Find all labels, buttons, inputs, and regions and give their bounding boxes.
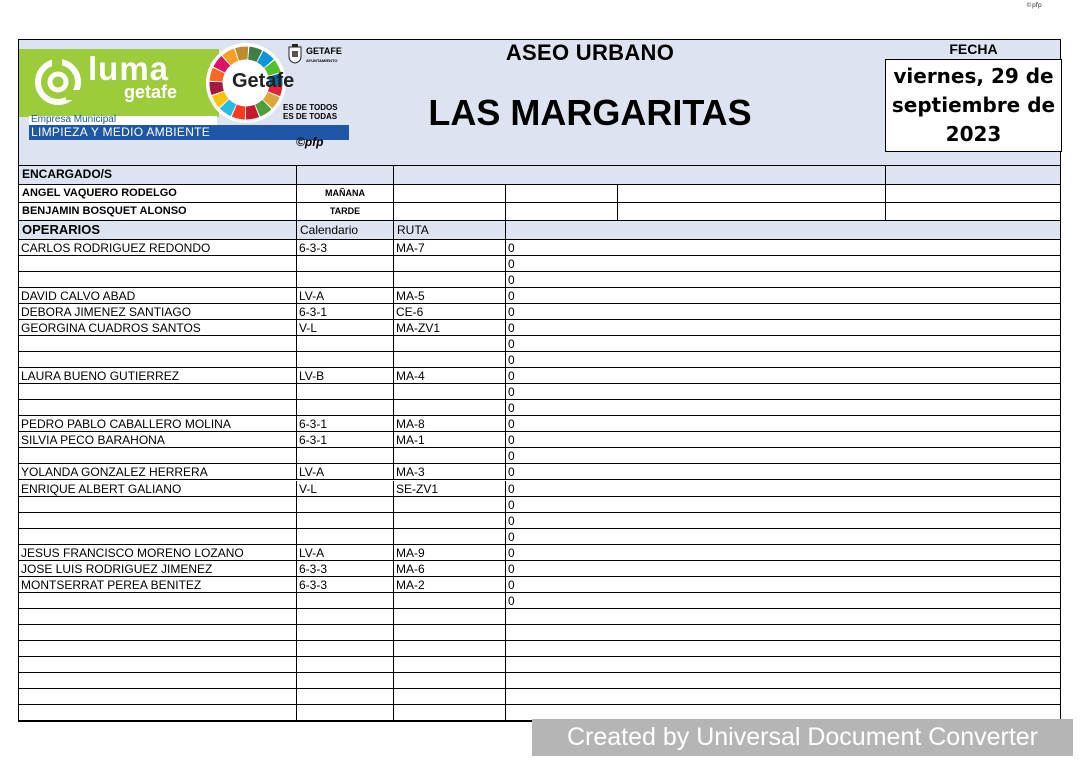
table-row xyxy=(19,641,1060,657)
operator-route: MA-1 xyxy=(394,432,506,448)
supervisor-cell xyxy=(394,185,506,203)
operator-calendar xyxy=(297,705,394,721)
operator-value: 0 xyxy=(506,256,1060,272)
operator-calendar: V-L xyxy=(297,320,394,336)
operator-route xyxy=(394,625,506,641)
operator-value: 0 xyxy=(506,416,1060,432)
operator-value: 0 xyxy=(506,272,1060,288)
operator-value: 0 xyxy=(506,336,1060,352)
operator-route xyxy=(394,352,506,368)
company-area: LIMPIEZA Y MEDIO AMBIENTE xyxy=(31,125,211,139)
table-row xyxy=(19,352,1060,368)
operator-route xyxy=(394,657,506,673)
operator-route: SE-ZV1 xyxy=(394,481,506,497)
table-row xyxy=(19,320,1060,336)
luma-swirl-icon xyxy=(30,56,86,108)
operator-name: YOLANDA GONZALEZ HERRERA xyxy=(19,464,297,480)
operator-route xyxy=(394,609,506,625)
header-empty-cell xyxy=(297,166,394,185)
operator-name xyxy=(19,256,297,272)
operator-value: 0 xyxy=(506,464,1060,480)
table-row xyxy=(19,272,1060,288)
operator-route xyxy=(394,513,506,529)
operator-route: MA-8 xyxy=(394,416,506,432)
operator-calendar: 6-3-1 xyxy=(297,432,394,448)
operator-name: LAURA BUENO GUTIERREZ xyxy=(19,368,297,384)
table-row xyxy=(19,497,1060,513)
operator-route: MA-3 xyxy=(394,464,506,480)
operator-route xyxy=(394,529,506,545)
table-row xyxy=(19,481,1060,497)
operator-calendar: 6-3-1 xyxy=(297,416,394,432)
header-empty-cell xyxy=(886,166,1060,185)
operator-name: CARLOS RODRIGUEZ REDONDO xyxy=(19,240,297,256)
operator-calendar: 6-3-3 xyxy=(297,240,394,256)
table-row xyxy=(19,689,1060,705)
operator-name xyxy=(19,609,297,625)
supervisor-cell xyxy=(886,203,1060,221)
operator-value: 0 xyxy=(506,240,1060,256)
header-empty-cell xyxy=(394,166,886,185)
operator-route: MA-ZV1 xyxy=(394,320,506,336)
supervisor-shift: TARDE xyxy=(297,203,394,221)
operator-name xyxy=(19,400,297,416)
table-row xyxy=(19,529,1060,545)
table-row xyxy=(19,657,1060,673)
operator-name xyxy=(19,336,297,352)
operator-calendar xyxy=(297,513,394,529)
operator-route xyxy=(394,448,506,464)
operator-value: 0 xyxy=(506,432,1060,448)
converter-watermark: Created by Universal Document Converter xyxy=(532,719,1073,756)
operator-calendar: 6-3-3 xyxy=(297,561,394,577)
operator-name: GEORGINA CUADROS SANTOS xyxy=(19,320,297,336)
operator-value: 0 xyxy=(506,497,1060,513)
table-row xyxy=(19,416,1060,432)
supervisor-cell xyxy=(618,203,886,221)
operator-value: 0 xyxy=(506,481,1060,497)
top-pfp-mark: ©pfp xyxy=(1026,2,1042,9)
table-row xyxy=(19,384,1060,400)
table-row xyxy=(19,545,1060,561)
operator-name xyxy=(19,497,297,513)
operator-name: DEBORA JIMENEZ SANTIAGO xyxy=(19,304,297,320)
operator-value: 0 xyxy=(506,577,1060,593)
luma-brand: luma xyxy=(88,50,170,87)
operator-name: ENRIQUE ALBERT GALIANO xyxy=(19,481,297,497)
operator-calendar: LV-A xyxy=(297,464,394,480)
operator-value xyxy=(506,625,1060,641)
operator-value: 0 xyxy=(506,352,1060,368)
operator-route xyxy=(394,497,506,513)
operator-name xyxy=(19,689,297,705)
council-name xyxy=(306,47,342,65)
location-title: LAS MARGARITAS xyxy=(428,92,752,133)
operator-value xyxy=(506,641,1060,657)
operator-calendar xyxy=(297,336,394,352)
operator-route: MA-2 xyxy=(394,577,506,593)
council-title: GETAFE xyxy=(306,46,342,56)
operator-route xyxy=(394,673,506,689)
supervisors-header-row xyxy=(19,166,1060,185)
operator-route xyxy=(394,256,506,272)
operator-calendar: LV-A xyxy=(297,288,394,304)
operator-route: MA-9 xyxy=(394,545,506,561)
operator-route xyxy=(394,400,506,416)
supervisor-cell xyxy=(506,203,618,221)
date-label: FECHA xyxy=(949,41,998,57)
operator-calendar: 6-3-1 xyxy=(297,304,394,320)
operator-name xyxy=(19,657,297,673)
operator-route xyxy=(394,384,506,400)
operator-value: 0 xyxy=(506,368,1060,384)
operator-value: 0 xyxy=(506,513,1060,529)
operator-calendar xyxy=(297,529,394,545)
slogan-line1: ES DE TODOS xyxy=(283,103,338,112)
operator-route xyxy=(394,593,506,609)
operator-calendar: LV-B xyxy=(297,368,394,384)
operator-value xyxy=(506,657,1060,673)
operator-calendar xyxy=(297,256,394,272)
service-title: ASEO URBANO xyxy=(505,40,675,65)
operator-value xyxy=(506,689,1060,705)
operator-value: 0 xyxy=(506,288,1060,304)
operator-name xyxy=(19,529,297,545)
table-row xyxy=(19,464,1060,480)
table-row xyxy=(19,432,1060,448)
operator-route xyxy=(394,272,506,288)
operator-route: MA-7 xyxy=(394,240,506,256)
operator-calendar xyxy=(297,400,394,416)
operator-name: JOSE LUIS RODRIGUEZ JIMENEZ xyxy=(19,561,297,577)
supervisor-cell xyxy=(506,185,618,203)
operator-name: PEDRO PABLO CABALLERO MOLINA xyxy=(19,416,297,432)
date-value: viernes, 29 de septiembre de 2023 xyxy=(885,59,1062,152)
table-row xyxy=(19,448,1060,464)
operator-value: 0 xyxy=(506,545,1060,561)
supervisor-cell xyxy=(886,185,1060,203)
operator-route: MA-5 xyxy=(394,288,506,304)
operator-value: 0 xyxy=(506,304,1060,320)
operators-label: OPERARIOS xyxy=(19,221,297,240)
operator-name xyxy=(19,593,297,609)
operator-name xyxy=(19,384,297,400)
operator-route xyxy=(394,336,506,352)
table-row xyxy=(19,609,1060,625)
operator-calendar xyxy=(297,657,394,673)
supervisor-name: BENJAMIN BOSQUET ALONSO xyxy=(19,203,297,221)
operator-name xyxy=(19,448,297,464)
table-row xyxy=(19,288,1060,304)
operator-calendar: LV-A xyxy=(297,545,394,561)
pfp-mark: ©pfp xyxy=(296,135,324,149)
supervisor-cell xyxy=(394,203,506,221)
operator-calendar xyxy=(297,641,394,657)
operator-name xyxy=(19,705,297,721)
operator-name xyxy=(19,513,297,529)
operator-route xyxy=(394,641,506,657)
supervisor-cell xyxy=(618,185,886,203)
supervisor-name: ANGEL VAQUERO RODELGO xyxy=(19,185,297,203)
table-row xyxy=(19,625,1060,641)
operator-name xyxy=(19,625,297,641)
operator-value: 0 xyxy=(506,320,1060,336)
operator-calendar xyxy=(297,625,394,641)
route-column-header: RUTA xyxy=(394,221,506,240)
council-shield-icon xyxy=(288,44,302,64)
operator-name xyxy=(19,641,297,657)
operator-name: MONTSERRAT PEREA BENITEZ xyxy=(19,577,297,593)
operator-value: 0 xyxy=(506,448,1060,464)
operator-value: 0 xyxy=(506,529,1060,545)
table-row xyxy=(19,673,1060,689)
operator-calendar xyxy=(297,352,394,368)
operator-value: 0 xyxy=(506,593,1060,609)
operator-value xyxy=(506,673,1060,689)
luma-brand-sub: getafe xyxy=(124,82,178,102)
header-empty-cell xyxy=(506,221,1060,240)
operator-route xyxy=(394,705,506,721)
table-row xyxy=(19,240,1060,256)
table-row xyxy=(19,336,1060,352)
operator-name: DAVID CALVO ABAD xyxy=(19,288,297,304)
operator-route xyxy=(394,689,506,705)
table-row xyxy=(19,400,1060,416)
supervisors-label: ENCARGADO/S xyxy=(19,166,297,185)
operator-name xyxy=(19,352,297,368)
operator-value xyxy=(506,609,1060,625)
council-subtitle: AYUNTAMIENTO xyxy=(306,58,338,63)
table-row xyxy=(19,577,1060,593)
operator-name xyxy=(19,272,297,288)
operator-value: 0 xyxy=(506,561,1060,577)
operator-name: SILVIA PECO BARAHONA xyxy=(19,432,297,448)
operator-name: JESUS FRANCISCO MORENO LOZANO xyxy=(19,545,297,561)
table-row xyxy=(19,304,1060,320)
operator-route: CE-6 xyxy=(394,304,506,320)
slogan-line2: ES DE TODAS xyxy=(283,112,338,121)
operator-calendar xyxy=(297,689,394,705)
operator-route: MA-4 xyxy=(394,368,506,384)
table-row xyxy=(19,256,1060,272)
operator-calendar xyxy=(297,593,394,609)
operator-value: 0 xyxy=(506,384,1060,400)
operator-calendar xyxy=(297,448,394,464)
table-row xyxy=(19,593,1060,609)
operator-value: 0 xyxy=(506,400,1060,416)
table-row xyxy=(19,368,1060,384)
supervisor-row xyxy=(19,185,1060,203)
operator-calendar xyxy=(297,272,394,288)
operator-name xyxy=(19,673,297,689)
getafe-wordmark: Getafe xyxy=(232,70,295,92)
operator-route: MA-6 xyxy=(394,561,506,577)
table-row xyxy=(19,513,1060,529)
operator-calendar xyxy=(297,609,394,625)
calendar-column-header: Calendario xyxy=(297,221,394,240)
operator-calendar xyxy=(297,673,394,689)
operator-calendar: V-L xyxy=(297,481,394,497)
operator-calendar xyxy=(297,497,394,513)
company-type: Empresa Municipal xyxy=(31,114,117,125)
supervisor-shift: MAÑANA xyxy=(297,185,394,203)
table-row xyxy=(19,561,1060,577)
operator-calendar: 6-3-3 xyxy=(297,577,394,593)
getafe-slogan xyxy=(283,103,353,121)
operators-header-row xyxy=(19,221,1060,240)
operator-calendar xyxy=(297,384,394,400)
supervisor-row xyxy=(19,203,1060,221)
